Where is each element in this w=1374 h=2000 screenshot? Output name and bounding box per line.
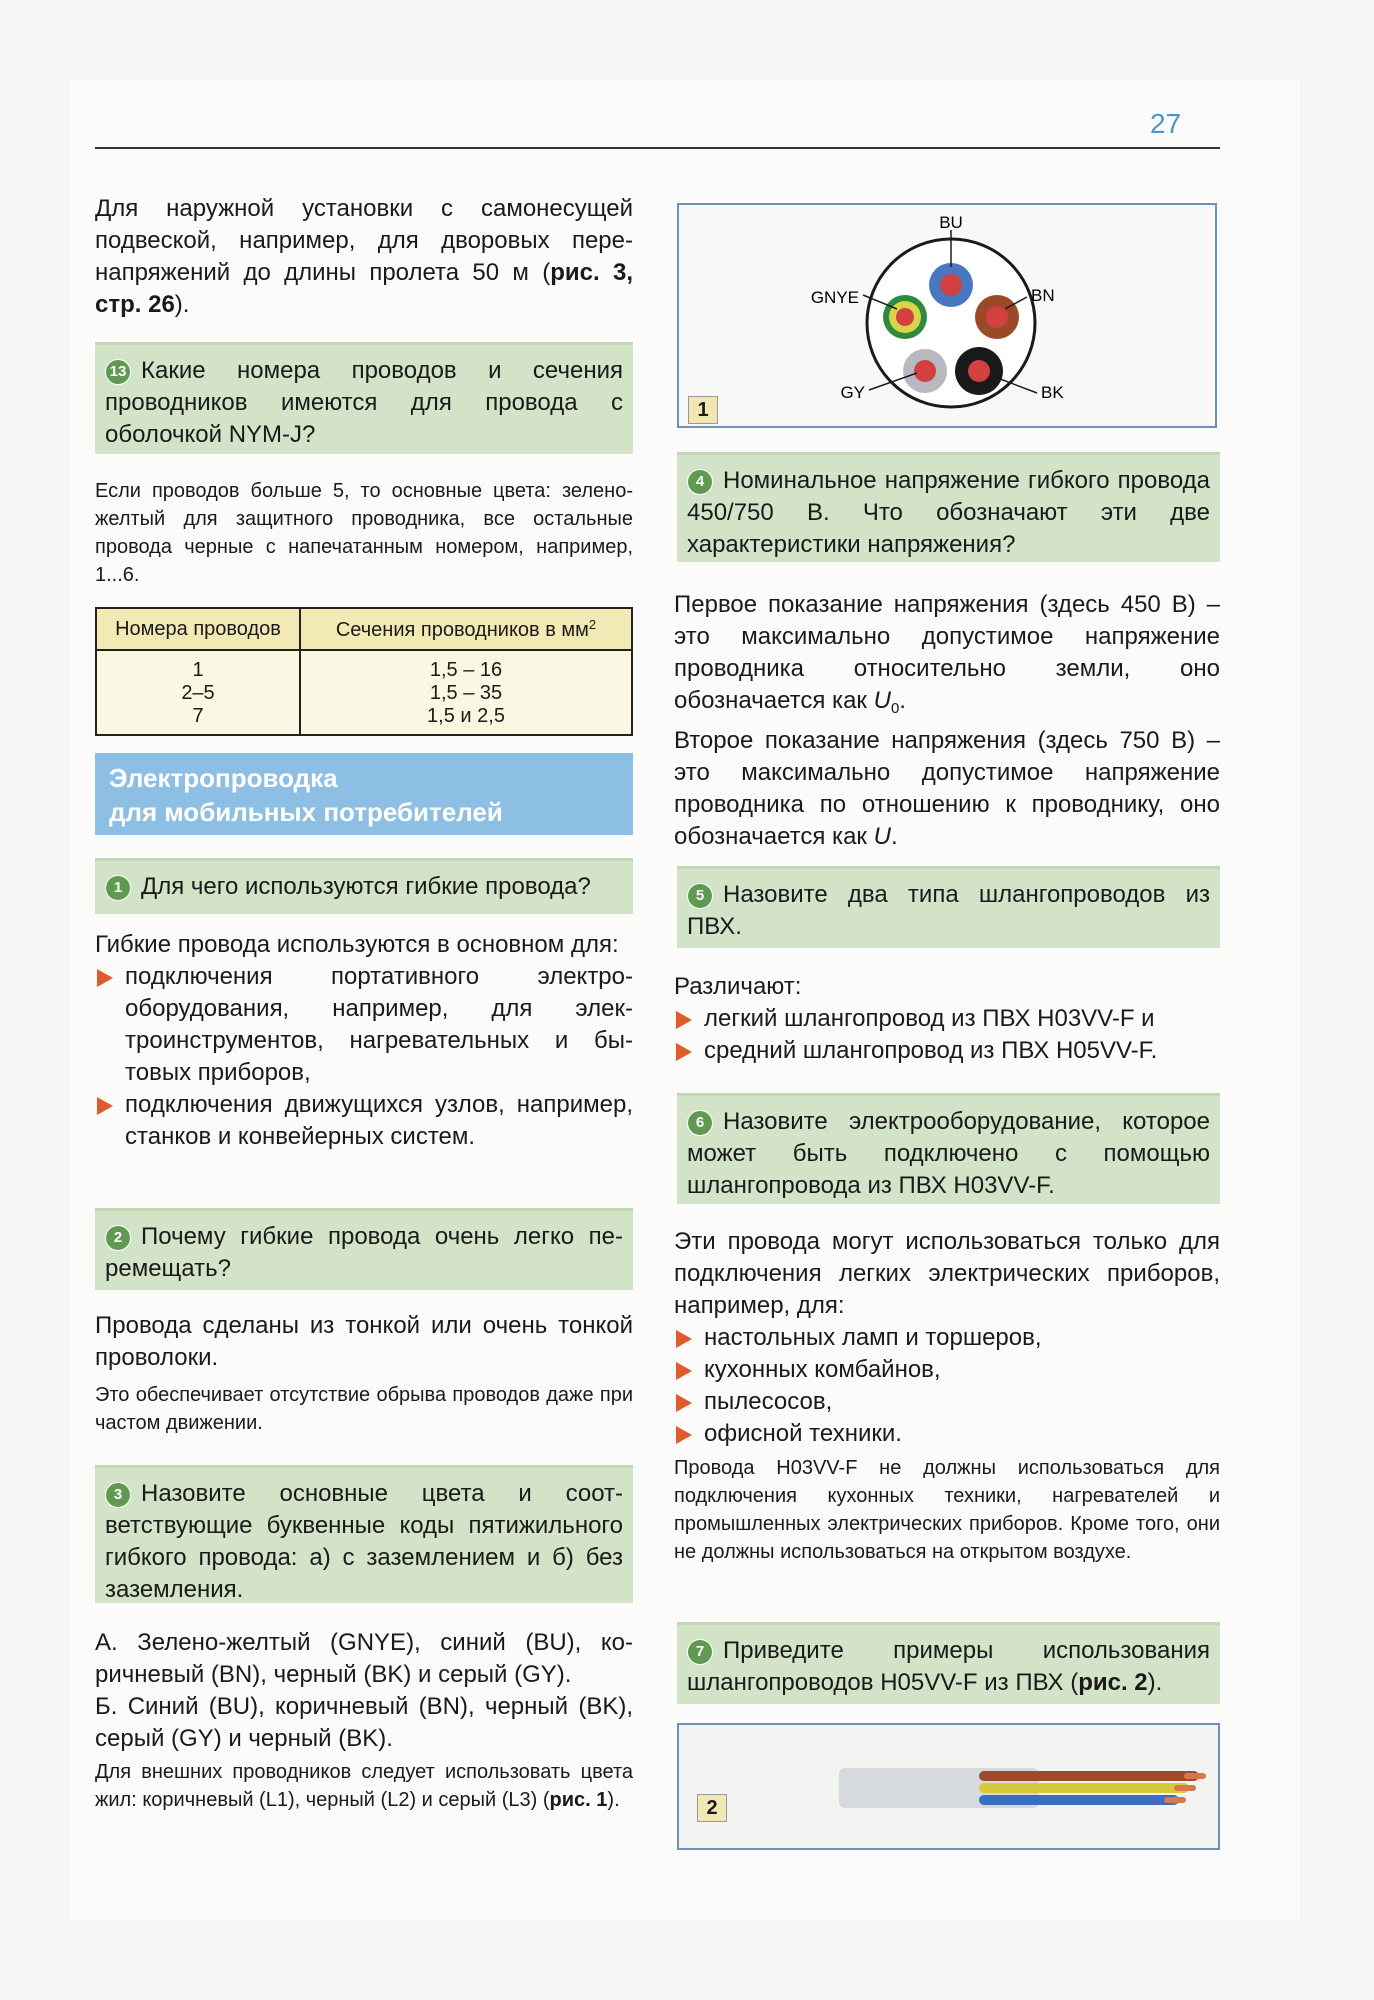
header-rule xyxy=(95,147,1220,149)
list-item: подключения портативного электрооборудования, например, для электроинструментов, нагревательных и бытовых приборов, xyxy=(95,961,633,1089)
question-5 xyxy=(677,866,1220,948)
question-number-badge: 1 xyxy=(105,875,131,901)
figure-1-cable-cross-section xyxy=(677,203,1217,428)
list-item: кухонных комбайнов, xyxy=(674,1354,1220,1386)
list-item: пылесосов, xyxy=(674,1386,1220,1418)
answer-4: Первое показание напряжения (здесь 450 В) – это максимально допустимое напряжение проводника относительно земли, оно обозначается как $U_0$. Второе показание напряжения (здесь 750 В) – это максимально допустимое напряжение проводника по отношению к проводнику, оно обозначается как U. xyxy=(674,591,1220,850)
question-number-badge: 7 xyxy=(687,1639,713,1665)
label-gy: GY xyxy=(840,383,865,402)
bullet-triangle-icon xyxy=(676,1394,692,1412)
label-bn: BN xyxy=(1031,286,1055,305)
bullet-triangle-icon xyxy=(97,1097,113,1115)
question-2 xyxy=(95,1208,633,1290)
answer-5: Различают: легкий шлангопровод из ПВХ H03VV-F и средний шлангопровод из ПВХ H05VV-F. xyxy=(674,971,1220,1067)
figure-label: 1 xyxy=(688,396,718,424)
wire-yellow-green xyxy=(979,1783,1189,1793)
question-6 xyxy=(677,1093,1220,1204)
list-item: офисной техники. xyxy=(674,1418,1220,1450)
table-header-row xyxy=(96,608,632,650)
table-cell-numbers: 1 2–5 7 xyxy=(96,650,300,735)
question-text: Какие номера проводов и сечения проводников имеются для провода с оболочкой NYM-J? xyxy=(105,357,623,448)
core-gnye-conductor xyxy=(896,308,914,326)
question-number-badge: 6 xyxy=(687,1110,713,1136)
cable-photo-illustration xyxy=(679,1725,1218,1848)
list-item: легкий шлангопровод из ПВХ H03VV-F и xyxy=(674,1003,1220,1035)
answer-2-note: Это обеспечивает отсутствие обрыва проводов даже при частом движении. xyxy=(95,1384,633,1434)
question-text: Приведите примеры использования шлангопроводов H05VV-F из ПВХ (рис. 2). xyxy=(687,1637,1210,1696)
answer-2-main: Провода сделаны из тонкой или очень тонкой проволоки. xyxy=(95,1312,633,1371)
question-7 xyxy=(677,1622,1220,1704)
question-number-badge: 2 xyxy=(105,1225,131,1251)
list-item: подключения движущихся узлов, например, станков и конвейерных систем. xyxy=(95,1089,633,1153)
core-bn-conductor xyxy=(986,306,1008,328)
intro-paragraph: Для наружной установки с самонесущей подвеской, например, для дворовых перенапряжений до длины пролета 50 м (рис. 3, стр. 26). xyxy=(95,195,633,318)
wire-brown xyxy=(979,1771,1199,1781)
answer-6: Эти провода могут использоваться только для подключения легких электрических приборов, например, для: настольных ламп и торшеров, кухонных комбайнов, пылесосов, офисной техники. xyxy=(674,1226,1220,1450)
answer-1: Гибкие провода используются в основном для: подключения портативного электрооборудования, например, для электроинструментов, нагревательных и бытовых приборов, подключения движущихся узлов, например, станков и конвейерных систем. xyxy=(95,929,633,1153)
copper-end xyxy=(1164,1797,1186,1803)
bullet-triangle-icon xyxy=(676,1362,692,1380)
bullet-triangle-icon xyxy=(676,1011,692,1029)
table-cell-sections: 1,5 – 16 1,5 – 35 1,5 и 2,5 xyxy=(300,650,632,735)
question-text: Назовите электрооборудование, которое может быть подключено с помощью шлангопровода из ПВХ H03VV-F. xyxy=(687,1108,1210,1199)
page-number: 27 xyxy=(1150,108,1182,139)
wire-blue xyxy=(979,1795,1179,1805)
core-gy-conductor xyxy=(914,360,936,382)
question-text: Для чего используются гибкие провода? xyxy=(141,873,591,900)
cable-diagram xyxy=(679,205,1215,426)
figure-2-cable-photo xyxy=(677,1723,1220,1850)
figure-reference: рис. 2 xyxy=(1078,1669,1148,1696)
label-bu: BU xyxy=(939,213,963,232)
figure-label: 2 xyxy=(697,1794,727,1822)
answer-3: А. Зелено-желтый (GNYE), синий (BU), коричневый (BN), черный (BK) и серый (GY). Б. Синий (BU), коричневый (BN), черный (BK), серый (GY) и черный (BK). xyxy=(95,1629,633,1752)
section-heading: Электропроводка для мобильных потребителей xyxy=(95,753,633,835)
label-gnye: GNYE xyxy=(810,288,859,307)
core-bk-conductor xyxy=(968,360,990,382)
question-text: Почему гибкие провода очень легко перемещать? xyxy=(105,1223,623,1282)
question-3 xyxy=(95,1465,633,1603)
question-number-badge: 3 xyxy=(105,1482,131,1508)
copper-end xyxy=(1184,1773,1206,1779)
question-number-badge: 5 xyxy=(687,883,713,909)
answer-3-note: Для внешних проводников следует использовать цвета жил: коричневый (L1), черный (L2) и серый (L3) (рис. 1). xyxy=(95,1761,633,1811)
question-4 xyxy=(677,452,1220,562)
conductors-table xyxy=(95,607,633,736)
list-item: средний шлангопровод из ПВХ H05VV-F. xyxy=(674,1035,1220,1067)
table-row xyxy=(96,650,632,735)
question-number-badge: 13 xyxy=(105,359,131,385)
answer-13: Если проводов больше 5, то основные цвета: зелено-желтый для защитного проводника, все остальные провода черные с напечатанным номером, например, 1...6. xyxy=(95,480,633,586)
question-number-badge: 4 xyxy=(687,469,713,495)
table-header-sections: Сечения проводников в $мм^2$ xyxy=(300,608,632,650)
table-header-numbers: Номера проводов xyxy=(96,608,300,650)
bullet-triangle-icon xyxy=(676,1043,692,1061)
figure-reference: рис. 1 xyxy=(549,1789,608,1811)
question-text: Номинальное напряжение гибкого провода 450/750 В. Что обозначают эти две характеристики напряжения? xyxy=(687,467,1210,558)
list-item: настольных ламп и торшеров, xyxy=(674,1322,1220,1354)
figure-reference: рис. 3, стр. 26 xyxy=(95,259,633,318)
bullet-triangle-icon xyxy=(676,1330,692,1348)
question-text: Назовите основные цвета и соответствующие буквенные коды пятижильного гибкого провода: а) с заземлением и б) без заземления. xyxy=(105,1480,623,1603)
question-13 xyxy=(95,342,633,454)
question-text: Назовите два типа шлангопроводов из ПВХ. xyxy=(687,881,1210,940)
bullet-triangle-icon xyxy=(676,1426,692,1444)
answer-6-note: Провода H03VV-F не должны использоваться для подключения кухонных техники, нагревателей и промышленных электрических приборов. Кроме того, они не должны использоваться на открытом воздухе. xyxy=(674,1457,1220,1563)
core-bu-conductor xyxy=(940,274,962,296)
label-bk: BK xyxy=(1041,383,1064,402)
question-1 xyxy=(95,858,633,914)
bullet-triangle-icon xyxy=(97,969,113,987)
copper-end xyxy=(1174,1785,1196,1791)
